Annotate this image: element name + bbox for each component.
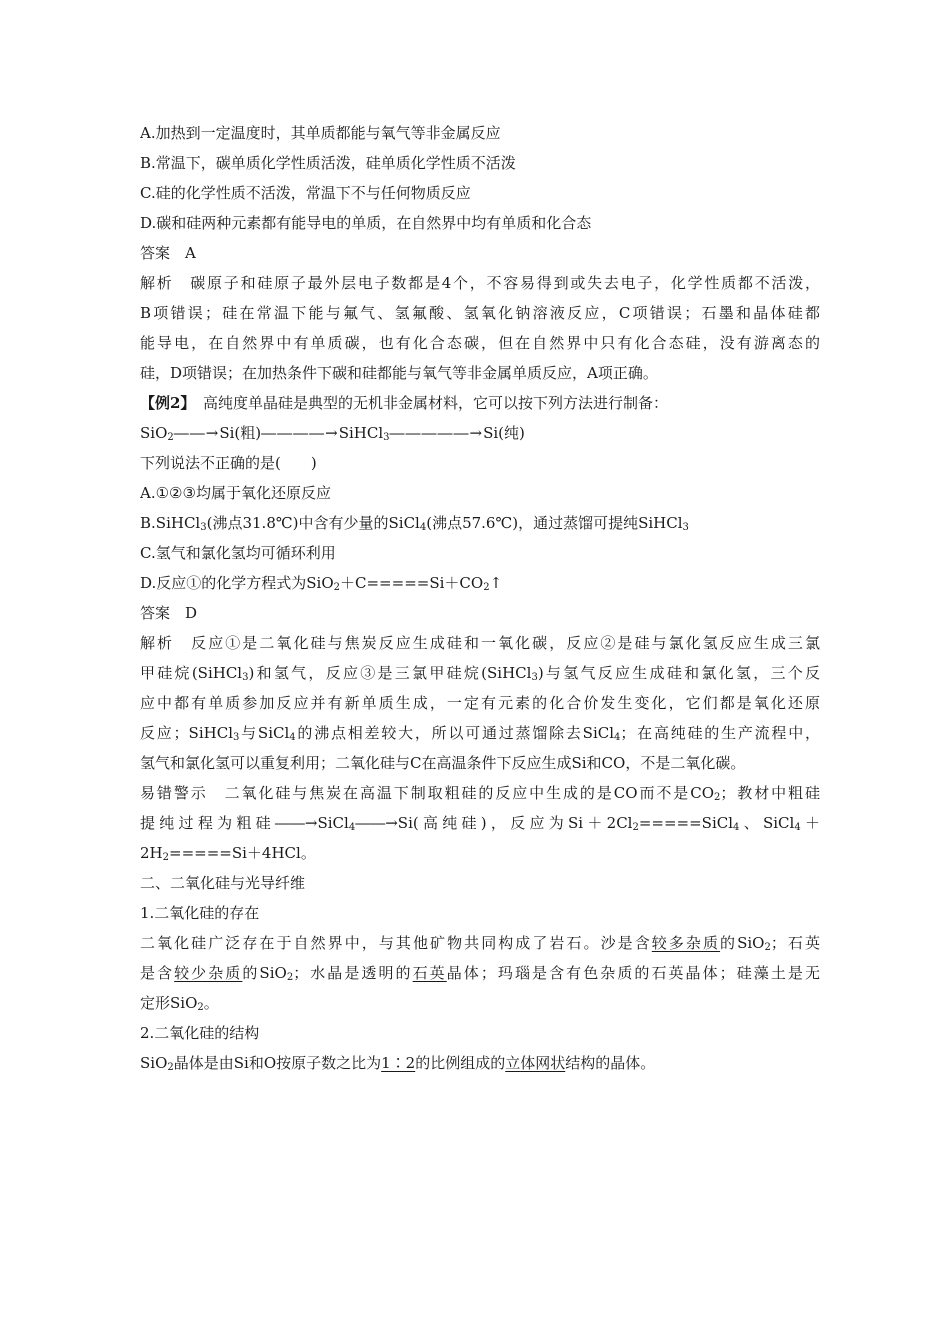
blank-less-impurities: 较少杂质 — [174, 964, 243, 982]
answer-value: D — [185, 604, 198, 622]
analysis-label: 解析 — [140, 274, 174, 292]
example-2-option-c: C.氢气和氯化氢均可循环利用 — [140, 544, 336, 562]
flow-arrow-3: ―――――→ — [389, 424, 484, 442]
example-2-question: 下列说法不正确的是( ) — [140, 454, 317, 472]
existence-line-2: 是含较少杂质的SiO$_2$；水晶是透明的石英晶体；玛瑙是含有色杂质的石英晶体；硅藻土是无 — [140, 964, 820, 983]
answer-label: 答案 — [140, 604, 171, 622]
existence-line-1: 二氧化硅广泛存在于自然界中，与其他矿物共同构成了岩石。沙是含较多杂质的SiO$_2$；石英 — [140, 934, 820, 953]
blank-network: 立体网状 — [505, 1054, 566, 1072]
example-2-analysis-5: 氢气和氯化氢可以重复利用；二氧化硅与C在高温条件下反应生成Si和CO，不是二氧化碳。 — [140, 754, 746, 772]
flow-si-pure: Si(纯) — [483, 424, 525, 442]
example-stem-text: 高纯度单晶硅是典型的无机非金属材料，它可以按下列方法进行制备： — [202, 394, 668, 412]
analysis-line-2: B项错误；硅在常温下能与氟气、氢氟酸、氢氧化钠溶液反应，C项错误；石墨和晶体硅都 — [140, 304, 820, 322]
process-flow — [140, 418, 820, 448]
warning-label: 易错警示 — [140, 784, 208, 802]
example-2-option-a: A.①②③均属于氧化还原反应 — [140, 484, 331, 502]
example-2-analysis-4: 反应；SiHCl$_3$与SiCl$_4$的沸点相差较大，所以可通过蒸馏除去SiCl$_4$；在高纯硅的生产流程中， — [140, 724, 820, 743]
option-a: A.加热到一定温度时，其单质都能与氧气等非金属反应 — [140, 124, 501, 142]
analysis-line-1 — [140, 268, 820, 298]
flow-sio2: SiO — [140, 424, 168, 442]
analysis-label: 解析 — [140, 634, 175, 652]
flow-sub: 3 — [383, 432, 390, 443]
option-c: C.硅的化学性质不活泼，常温下不与任何物质反应 — [140, 184, 471, 202]
section-title: 二、二氧化硅与光导纤维 — [140, 874, 306, 892]
answer-value: A — [185, 244, 196, 262]
structure-line: SiO$_2$晶体是由Si和O按原子数之比为1∶2的比例组成的立体网状结构的晶体。 — [140, 1054, 656, 1073]
example-2-option-d: D.反应①的化学方程式为$SiO_2+C=====Si+CO_2↑$ — [140, 574, 503, 593]
warning-line-3: $2H_2=====Si+4HCl$。 — [140, 844, 316, 863]
example-label: 【例2】 — [140, 394, 196, 412]
example-2-analysis-2: 甲硅烷(SiHCl$_3$)和氢气，反应③是三氯甲硅烷(SiHCl$_3$)与氢气反应生成硅和氯化氢，三个反 — [140, 664, 820, 683]
example-2-option-b: B.SiHCl$_3$(沸点31.8℃)中含有少量的SiCl$_4$(沸点57.6℃)，通过蒸馏可提纯SiHCl$_3$ — [140, 514, 689, 533]
answer-line — [140, 238, 820, 268]
example-2-analysis-1: 解析 反应①是二氧化硅与焦炭反应生成硅和一氧化碳，反应②是硅与氯化氢反应生成三氯 — [140, 634, 820, 652]
option-b: B.常温下，碳单质化学性质活泼，硅单质化学性质不活泼 — [140, 154, 516, 172]
flow-sihcl3: SiHCl — [338, 424, 384, 442]
analysis-line-3: 能导电，在自然界中有单质碳，也有化合态碳，但在自然界中只有化合态硅，没有游离态的 — [140, 334, 820, 352]
blank-quartz: 石英 — [412, 964, 447, 982]
example-2-stem — [140, 388, 820, 418]
example-2-analysis-3: 应中都有单质参加反应并有新单质生成，一定有元素的化合价发生变化，它们都是氧化还原 — [140, 694, 820, 712]
flow-arrow-2: ――――→ — [261, 424, 339, 442]
flow-si-crude: Si(粗) — [219, 424, 262, 442]
flow-arrow-1: ――→ — [173, 424, 220, 442]
answer-label: 答案 — [140, 244, 171, 262]
analysis-line-4: 硅，D项错误；在加热条件下碳和硅都能与氧气等非金属单质反应，A项正确。 — [140, 364, 658, 382]
analysis-text: 碳原子和硅原子最外层电子数都是4个，不容易得到或失去电子，化学性质都不活泼， — [188, 274, 820, 292]
example-2-answer — [140, 598, 820, 628]
warning-line-2: 提纯过程为粗硅――→SiCl$_4$――→Si(高纯硅)，反应为$Si+2Cl_2=====SiCl_4$、SiCl$_4$＋ — [140, 814, 820, 833]
subsection-1-title: 1.二氧化硅的存在 — [140, 904, 260, 922]
existence-line-3: 定形SiO$_2$。 — [140, 994, 219, 1013]
document-page — [140, 118, 820, 1078]
warning-line-1: 易错警示 二氧化硅与焦炭在高温下制取粗硅的反应中生成的是CO而不是$CO_2$；教材中粗硅 — [140, 784, 820, 803]
blank-ratio: 1∶2 — [381, 1054, 416, 1072]
flow-sub: 2 — [167, 432, 174, 443]
option-d: D.碳和硅两种元素都有能导电的单质，在自然界中均有单质和化合态 — [140, 214, 592, 232]
blank-more-impurities: 较多杂质 — [651, 934, 721, 952]
subsection-2-title: 2.二氧化硅的结构 — [140, 1024, 260, 1042]
